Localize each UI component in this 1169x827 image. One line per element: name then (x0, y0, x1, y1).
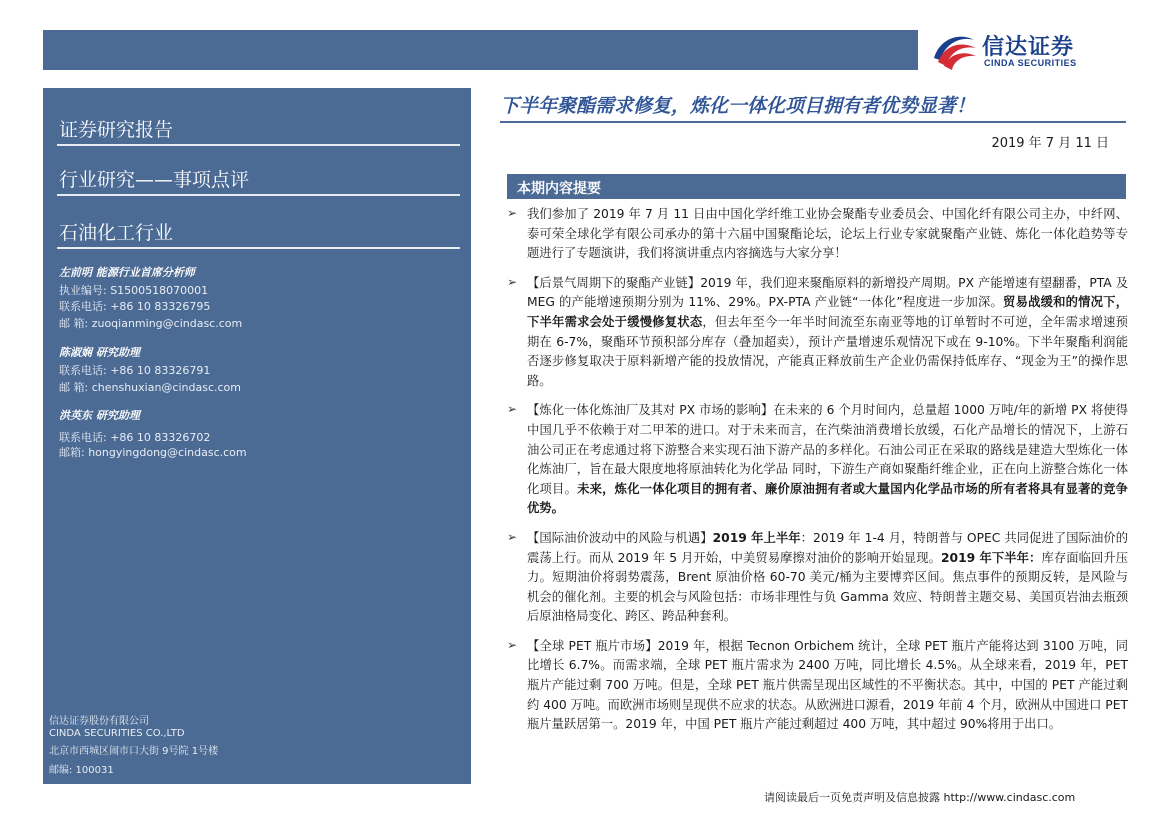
title-underline (500, 121, 1126, 123)
section-header (507, 174, 1126, 199)
bullet-text (527, 401, 1128, 519)
logo-text-cn: 信达证券 (982, 35, 1075, 60)
bullet-text (527, 529, 1128, 627)
analyst-name: 陈淑娴 研究助理 (59, 346, 140, 359)
bullet-emphasis: 2019 年上半年 (712, 530, 801, 545)
company-address: 北京市西城区闹市口大街 9号院 1号楼 (49, 746, 219, 757)
bullet-arrow-icon: ➢ (507, 529, 518, 544)
bullet-text (527, 274, 1128, 392)
bullet-arrow-icon: ➢ (507, 274, 518, 289)
bullet-arrow-icon: ➢ (507, 402, 518, 417)
bullet-segment: 【炼化一体化炼油厂及其对 PX 市场的影响】在未来的 6 个月时间内，总量超 1000 万吨/年的新增 PX 将使得中国几乎不依赖于对二甲苯的进口。对于未来而言，在汽柴油消费增长放缓，石化产品增长的情况下，上游石油公司正在考虑通过将下游整合来实现石油下游产品的多样化。石油公司正在采取的路线是建造大型炼化一体化炼油厂，旨在最大限度地将原油转化为化学品 同时，下游生产商如聚酯纤维企业，正在向上游整合炼化一体化项目。 (527, 403, 1128, 496)
summary-bullet (503, 401, 1128, 519)
report-title: 下半年聚酯需求修复，炼化一体化项目拥有者优势显著！ (500, 95, 976, 117)
bullet-segment: 【国际油价波动中的风险与机遇】 (527, 530, 713, 545)
report-date: 2019 年 7 月 11 日 (991, 136, 1109, 151)
analyst-name: 洪英东 研究助理 (59, 409, 140, 422)
cinda-logo (930, 28, 1130, 78)
analyst-email[interactable]: 邮 箱: zuoqianming@cindasc.com (59, 317, 243, 330)
bullet-emphasis: 2019 年下半年： (940, 550, 1042, 565)
bullet-segment: ，但去年至今一年半时间流至东南亚等地的订单暂时不可逆，全年需求增速预期在 6-7%，聚酯环节预积部分库存（叠加超卖），预计产量增速乐观情况下或在 9-10%。下半年聚酯利润能否逐步修复取决于原料新增产能的投放情况，产能真正释放前生产企业仍需保持低库存、“现金为王”的操作思路。 (527, 314, 1128, 388)
bullet-arrow-icon: ➢ (507, 637, 518, 652)
analyst-cert-no: 执业编号: S1500518070001 (59, 284, 209, 297)
logo-text-en: CINDA SECURITIES (984, 58, 1077, 68)
company-name-cn: 信达证券股份有限公司 (49, 716, 149, 727)
summary-bullet (503, 637, 1128, 735)
bullet-text (527, 637, 1128, 735)
analyst-email[interactable]: 邮 箱: chenshuxian@cindasc.com (59, 381, 241, 394)
sidebar-divider (57, 247, 460, 249)
sidebar (43, 88, 471, 784)
report-category: 行业研究——事项点评 (59, 169, 250, 191)
analyst-phone: 联系电话: +86 10 83326702 (59, 431, 211, 444)
bullet-text (527, 205, 1128, 264)
analyst-name: 左前明 能源行业首席分析师 (59, 266, 195, 279)
top-banner (43, 30, 918, 70)
summary-bullet (503, 274, 1128, 392)
bullet-segment: 我们参加了 2019 年 7 月 11 日由中国化学纤维工业协会聚酯专业委员会、中国化纤有限公司主办，中纤网、泰可荣全球化学有限公司承办的第十六届中国聚酯论坛，论坛上行业专家就聚酯产业链、炼化一体化趋势等专题进行了专题演讲，我们将演讲重点内容摘选与大家分享！ (527, 207, 1128, 261)
summary-list (503, 205, 1128, 745)
sidebar-divider (57, 194, 460, 196)
company-postcode: 邮编: 100031 (49, 765, 114, 776)
cinda-swoosh-icon (930, 28, 978, 72)
analyst-email[interactable]: 邮箱: hongyingdong@cindasc.com (59, 446, 247, 459)
report-type: 证券研究报告 (59, 119, 174, 141)
industry-name: 石油化工行业 (59, 222, 174, 244)
analyst-phone: 联系电话: +86 10 83326795 (59, 300, 211, 313)
bullet-segment: 【后景气周期下的聚酯产业链】2019 年，我们迎来聚酯原料的新增投产周期。PX 产能增速有望翻番，PTA 及 MEG 的产能增速预期分别为 11%、29%。PX-PTA 产业链“一体化”程度进一步加深。 (527, 275, 1128, 310)
bullet-segment: 库存面临回升压力。短期油价将弱势震荡，Brent 原油价格 60-70 美元/桶为主要博弈区间。焦点事件的预期反转，是风险与机会的催化剂。主要的机会与风险包括：市场非理性与负 Gamma 效应、特朗普主题交易、美国页岩油去瓶颈后原油格局变化、跨区、跨品种套利。 (527, 550, 1128, 624)
bullet-emphasis: 贸易战缓和的情况下，下半年需求会处于缓慢修复状态 (527, 295, 1128, 329)
sidebar-divider (57, 144, 460, 146)
bullet-emphasis: 未来，炼化一体化项目的拥有者、廉价原油拥有者或大量国内化学品市场的所有者将具有显著的竞争优势。 (527, 481, 1128, 516)
bullet-segment: ：2019 年 1-4 月，特朗普与 OPEC 共同促进了国际油价的震荡上行。而从 2019 年 5 月开始，中美贸易摩擦对油价的影响开始显现。 (527, 530, 1129, 565)
bullet-arrow-icon: ➢ (507, 206, 518, 220)
bullet-segment: 【全球 PET 瓶片市场】2019 年，根据 Tecnon Orbichem 统计，全球 PET 瓶片产能将达到 3100 万吨，同比增长 6.7%。而需求端，全球 PET 瓶片需求为 2400 万吨，同比增长 4.5%。从全球来看，2019 年，PET 瓶片产能过剩 700 万吨。但是，全球 PET 瓶片供需呈现出区域性的不平衡状态。其中，中国的 PET 产能过剩约 400 万吨。而欧洲市场则呈现供不应求的状态。从欧洲进口源看，2019 年前 4 个月，欧洲从中国进口 PET 瓶片量跃居第一。2019 年，中国 PET 瓶片产能过剩超过 400 万吨，其中超过 90%将用于出口。 (527, 638, 1128, 732)
summary-bullet (503, 529, 1128, 627)
footer-disclaimer[interactable]: 请阅读最后一页免责声明及信息披露 http://www.cindasc.com (764, 791, 1076, 804)
summary-bullet (503, 205, 1128, 264)
analyst-phone: 联系电话: +86 10 83326791 (59, 364, 211, 377)
company-name-en: CINDA SECURITIES CO.,LTD (49, 728, 185, 739)
section-title: 本期内容提要 (517, 181, 601, 197)
